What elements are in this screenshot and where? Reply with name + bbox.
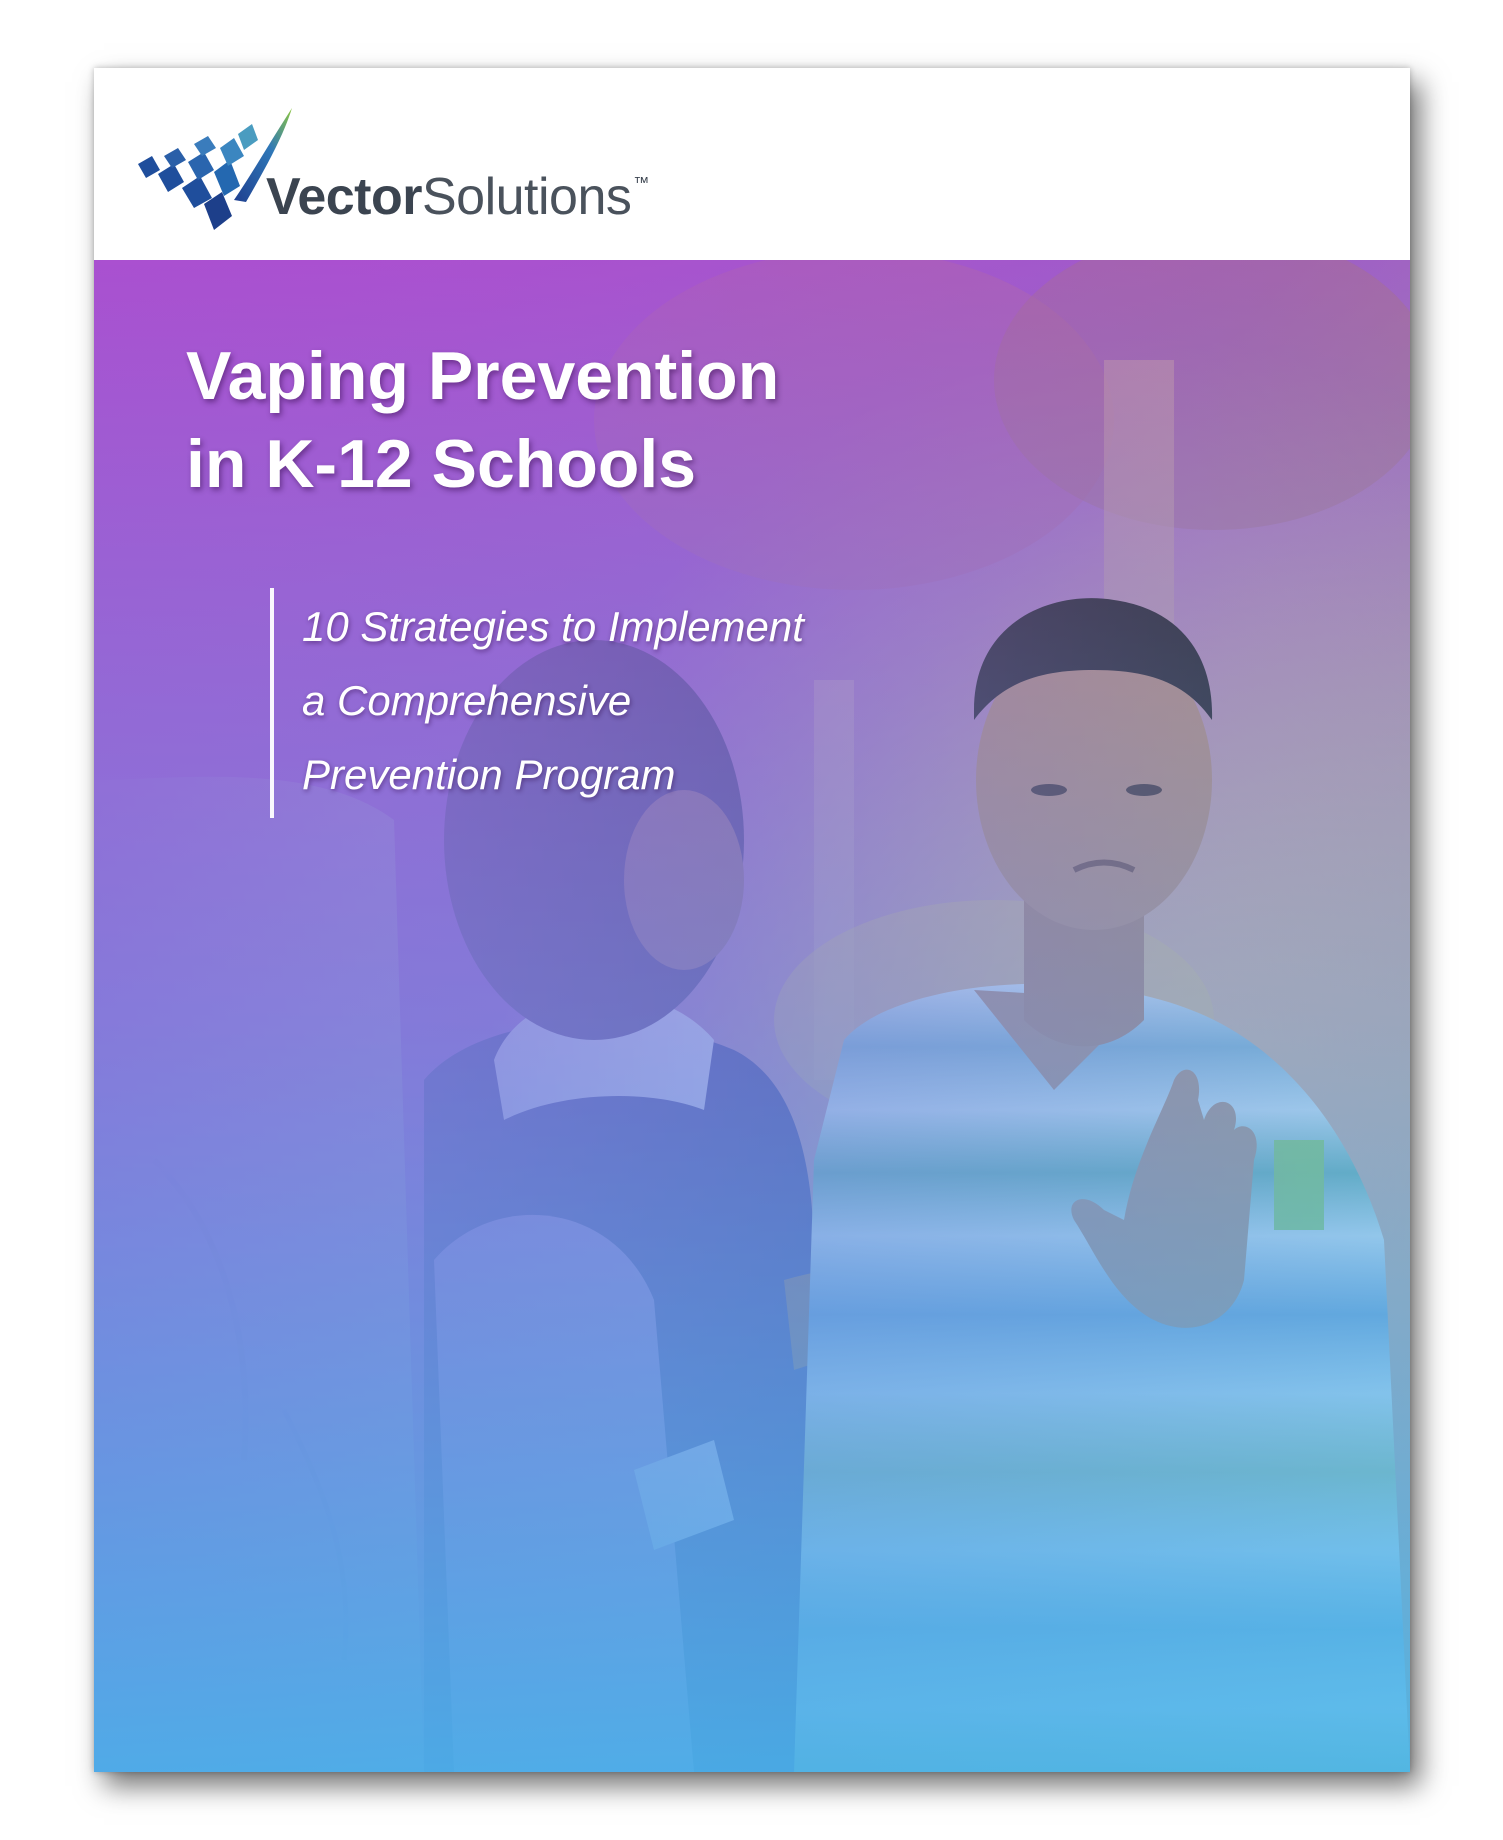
brand-name-light: Solutions — [421, 168, 632, 226]
cover-subtitle — [270, 588, 804, 818]
trademark-symbol: ™ — [633, 175, 649, 192]
ebook-cover — [94, 68, 1410, 1772]
brand-wordmark — [266, 154, 649, 227]
brand-name-bold: Vector — [266, 168, 422, 226]
cover-title-line-1: Vaping Prevention — [186, 338, 780, 414]
cover-title-line-2: in K-12 Schools — [186, 426, 697, 502]
cover-photo — [94, 260, 1410, 1772]
cover-subtitle-line-1: 10 Strategies to Implement — [302, 603, 804, 650]
cover-title — [186, 332, 779, 508]
cover-subtitle-line-2: a Comprehensive — [302, 677, 632, 724]
cover-header — [94, 68, 1410, 260]
cover-subtitle-line-3: Prevention Program — [302, 751, 676, 798]
